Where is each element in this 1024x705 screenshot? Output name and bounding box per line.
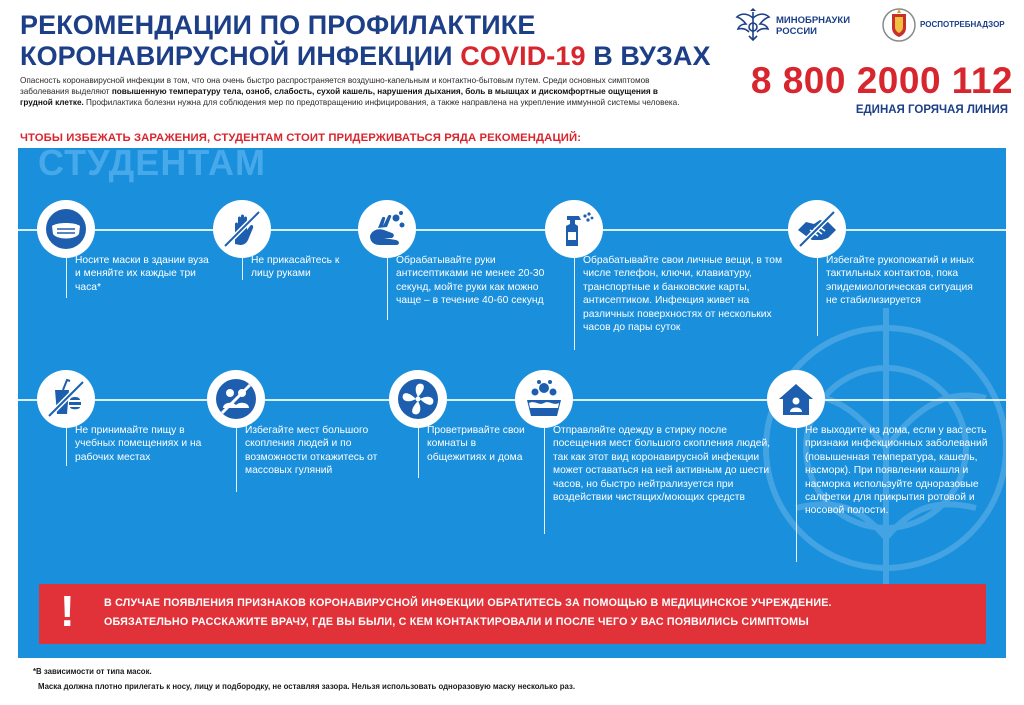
intro-paragraph [20, 75, 690, 109]
no-crowd-icon [207, 370, 265, 428]
tip-text: Избегайте рукопожатий и иных тактильных контактов, пока эпидемиологическая ситуация не стабилизируется [826, 255, 975, 307]
intro-symptoms-bold: повышенную температуру тела, озноб, слабость, сухой кашель, нарушения дыхания, боль в мышцах и дискомфортные ощущения в грудной клетке. [20, 87, 658, 108]
tip-connector-line [418, 426, 419, 478]
medical-help-alert [39, 584, 986, 644]
mask-icon [37, 200, 95, 258]
spray-bottle-icon [545, 200, 603, 258]
recommendations-panel [18, 148, 1006, 658]
intro-text-2: Профилактика болезни нужна для соблюдения мер по предотвращению инфицирования, а также направлена на укрепление иммунной системы человека. [83, 98, 680, 108]
row-2-connector-line [18, 399, 1006, 401]
eagle-emblem-icon [734, 8, 772, 44]
title-line-2 [20, 41, 720, 72]
tip-text: Избегайте мест большого скопления людей и по возможности откажитесь от массовых гуляний [245, 425, 378, 477]
tip-text: Не принимайте пищу в учебных помещениях и на рабочих местах [75, 425, 202, 463]
page-title [20, 10, 720, 72]
stay-home-icon [767, 370, 825, 428]
tip-text: Носите маски в здании вуза и меняйте их каждые три часа* [75, 255, 209, 293]
hotline-label: ЕДИНАЯ ГОРЯЧАЯ ЛИНИЯ [855, 104, 1008, 116]
tip-icon-circle [389, 370, 447, 428]
tip-icon-circle [515, 370, 573, 428]
tip-icon-circle [358, 200, 416, 258]
tip-text: Обрабатывайте свои личные вещи, в том числе телефон, ключи, клавиатуру, транспортные и банковские карты, антисептиком. Инфекция живет на различных поверхностях от нескольких часов до пары суток [583, 255, 783, 334]
tip-connector-line [574, 258, 575, 350]
tip-text: Не прикасайтесь к лицу руками [251, 255, 340, 280]
minobrnauki-logo [730, 6, 880, 46]
tip-connector-line [66, 258, 67, 298]
exclamation-icon: ! [60, 587, 75, 636]
title-line-1: РЕКОМЕНДАЦИИ ПО ПРОФИЛАКТИКЕ [20, 10, 536, 40]
no-food-icon [37, 370, 95, 428]
title-line-2-suffix: В ВУЗАХ [585, 41, 711, 71]
rospotrebnadzor-logo [882, 6, 1012, 46]
no-handshake-icon [788, 200, 846, 258]
tip-connector-line [66, 426, 67, 466]
hotline-phone-number[interactable]: 8 800 2000 112 [750, 60, 1013, 101]
tip-connector-line [236, 426, 237, 492]
tip-text: Не выходите из дома, если у вас есть признаки инфекционных заболеваний (повышенная температура, кашель, насморк). При появлении кашля и насморка используйте одноразовые салфетки для прикрытия ротовой и носовой полости. [805, 425, 988, 517]
no-touch-face-icon [213, 200, 271, 258]
minobrnauki-wordmark [776, 15, 850, 37]
minobrnauki-line-1: МИНОБРНАУКИ [776, 15, 851, 26]
fan-icon [389, 370, 447, 428]
tip-connector-line [387, 258, 388, 320]
tip-connector-line [817, 258, 818, 336]
tip-icon-circle [767, 370, 825, 428]
alert-text [104, 594, 984, 632]
tip-icon-circle [545, 200, 603, 258]
rospotrebnadzor-wordmark: РОСПОТРЕБНАДЗОР [920, 20, 1005, 29]
title-covid-highlight: COVID-19 [460, 41, 586, 71]
alert-line-2: ОБЯЗАТЕЛЬНО РАССКАЖИТЕ ВРАЧУ, ГДЕ ВЫ БЫЛИ, С КЕМ КОНТАКТИРОВАЛИ И ПОСЛЕ ЧЕГО У ВАС ПОЯВИЛИСЬ СИМПТОМЫ [104, 616, 809, 628]
row-1-connector-line [18, 229, 1006, 231]
rospotrebnadzor-emblem-icon [882, 6, 916, 44]
tip-icon-circle [37, 200, 95, 258]
logos [730, 6, 1010, 46]
recommendations-subheading: ЧТОБЫ ИЗБЕЖАТЬ ЗАРАЖЕНИЯ, СТУДЕНТАМ СТОИТ ПРИДЕРЖИВАТЬСЯ РЯДА РЕКОМЕНДАЦИЙ: [20, 132, 582, 144]
tip-text: Обрабатывайте руки антисептиками не менее 20-30 секунд, мойте руки как можно чаще – в течение 40-60 секунд [396, 255, 545, 307]
tip-connector-line [242, 258, 243, 280]
intro-text-1: Опасность коронавирусной инфекции в том, что она очень быстро распространяется воздушно-капельным и контактно-бытовым путем. Среди основных симптомов заболевания выделяют [20, 76, 650, 97]
title-line-2-prefix: КОРОНАВИРУСНОЙ ИНФЕКЦИИ [20, 41, 461, 71]
tip-text: Проветривайте свои комнаты в общежитиях и дома [427, 425, 525, 463]
tip-connector-line [544, 426, 545, 534]
tip-icon-circle [213, 200, 271, 258]
footnote-line-2: Маска должна плотно прилегать к носу, лицу и подбородку, не оставляя зазора. Нельзя использовать одноразовую маску несколько раз. [38, 682, 576, 691]
minobrnauki-line-2: РОССИИ [776, 26, 817, 37]
tip-icon-circle [788, 200, 846, 258]
alert-line-1: В СЛУЧАЕ ПОЯВЛЕНИЯ ПРИЗНАКОВ КОРОНАВИРУСНОЙ ИНФЕКЦИИ ОБРАТИТЕСЬ ЗА ПОМОЩЬЮ В МЕДИЦИНСКОЕ УЧРЕЖДЕНИЕ. [104, 597, 832, 609]
footnote [33, 664, 993, 694]
hand-sanitizer-icon [358, 200, 416, 258]
tip-icon-circle [37, 370, 95, 428]
tip-connector-line [796, 426, 797, 562]
laundry-icon [515, 370, 573, 428]
panel-watermark-students: СТУДЕНТАМ [38, 148, 267, 183]
tip-icon-circle [207, 370, 265, 428]
tip-text: Отправляйте одежду в стирку после посещения мест большого скопления людей, так как этот вид коронавирусной инфекции может оставаться на ней активным до шести часов, но быстро нейтрализуется при воздействии чистящих/моющих средств [553, 425, 771, 504]
footnote-line-1: *В зависимости от типа масок. [33, 667, 152, 676]
